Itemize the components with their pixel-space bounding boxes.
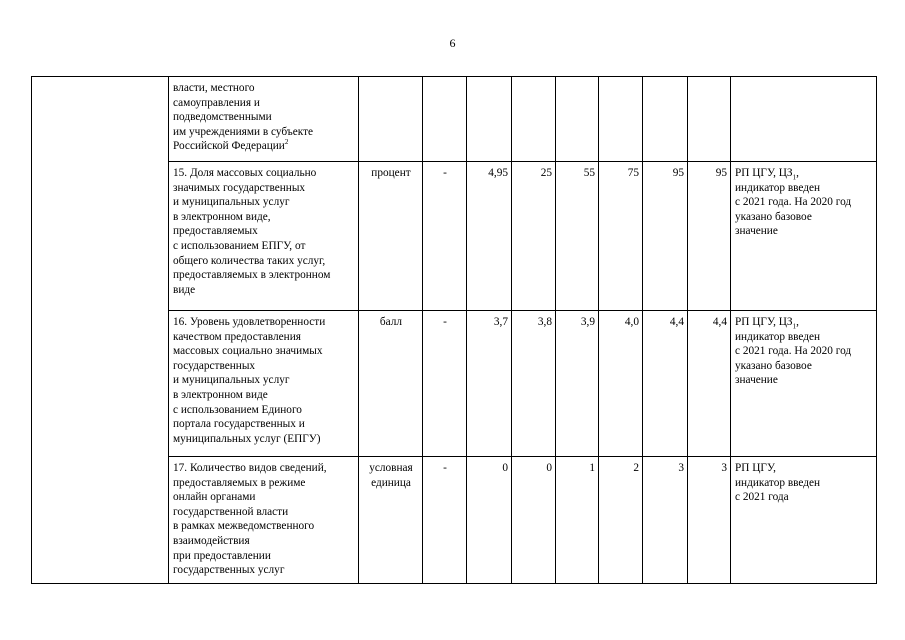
table-row [32,77,877,162]
value-cell: 0 [512,457,556,584]
page-number: 6 [449,36,456,50]
indicator-name: 15. Доля массовых социально значимых государственных и муниципальных услуг в электронном виде, предоставляемых с использованием ЕПГУ, от общего количества таких услуг, предоставляемых в электронном виде [173,167,331,296]
footnote-mark: 2 [284,138,289,147]
value-cell: 1 [556,457,599,584]
unit-cell: балл [359,311,423,457]
indicator-name: 17. Количество видов сведений, предоставляемых в режиме онлайн органами государственной власти в рамках межведомственного взаимодействия при предоставлении государственных услуг [173,462,327,577]
base-value-cell: - [423,311,467,457]
note-cell: РП ЦГУ, индикатор введен с 2021 года [731,457,877,584]
value-cell [512,77,556,162]
base-value-cell: - [423,457,467,584]
indicator-name-cell [169,162,359,311]
indicator-name-cell [169,311,359,457]
value-cell: 4,95 [467,162,512,311]
value-cell: 3,7 [467,311,512,457]
value-cell: 95 [643,162,688,311]
indicators-table [31,76,877,584]
value-cell [467,77,512,162]
indicator-name: 16. Уровень удовлетворенности качеством предоставления массовых социально значимых государственных и муниципальных услуг в электронном виде с использованием Единого портала государственных и муниципальных услуг (ЕПГУ) [173,316,326,445]
indicator-name: власти, местного самоуправления и подведомственными им учреждениями в субъекте Российской Федерации [173,82,314,153]
value-cell: 75 [599,162,643,311]
note-cell [731,77,877,162]
value-cell: 0 [467,457,512,584]
value-cell: 3,8 [512,311,556,457]
indicator-name-cell [169,77,359,162]
unit-cell: условная единица [359,457,423,584]
base-value-cell: - [423,162,467,311]
indicator-name-cell [169,457,359,584]
blank-column-cell [32,77,169,584]
value-cell: 3 [643,457,688,584]
value-cell: 95 [688,162,731,311]
value-cell [556,77,599,162]
value-cell [688,77,731,162]
value-cell: 55 [556,162,599,311]
value-cell: 4,0 [599,311,643,457]
value-cell: 3,9 [556,311,599,457]
value-cell: 4,4 [643,311,688,457]
value-cell: 2 [599,457,643,584]
note-cell: РП ЦГУ, $ЦЗ_1$, индикатор введен с 2021 года. На 2020 год указано базовое значение [731,311,877,457]
base-value-cell [423,77,467,162]
value-cell: 3 [688,457,731,584]
value-cell [643,77,688,162]
value-cell [599,77,643,162]
value-cell: 25 [512,162,556,311]
unit-cell: процент [359,162,423,311]
note-cell: РП ЦГУ, $ЦЗ_1$, индикатор введен с 2021 года. На 2020 год указано базовое значение [731,162,877,311]
value-cell: 4,4 [688,311,731,457]
unit-cell [359,77,423,162]
